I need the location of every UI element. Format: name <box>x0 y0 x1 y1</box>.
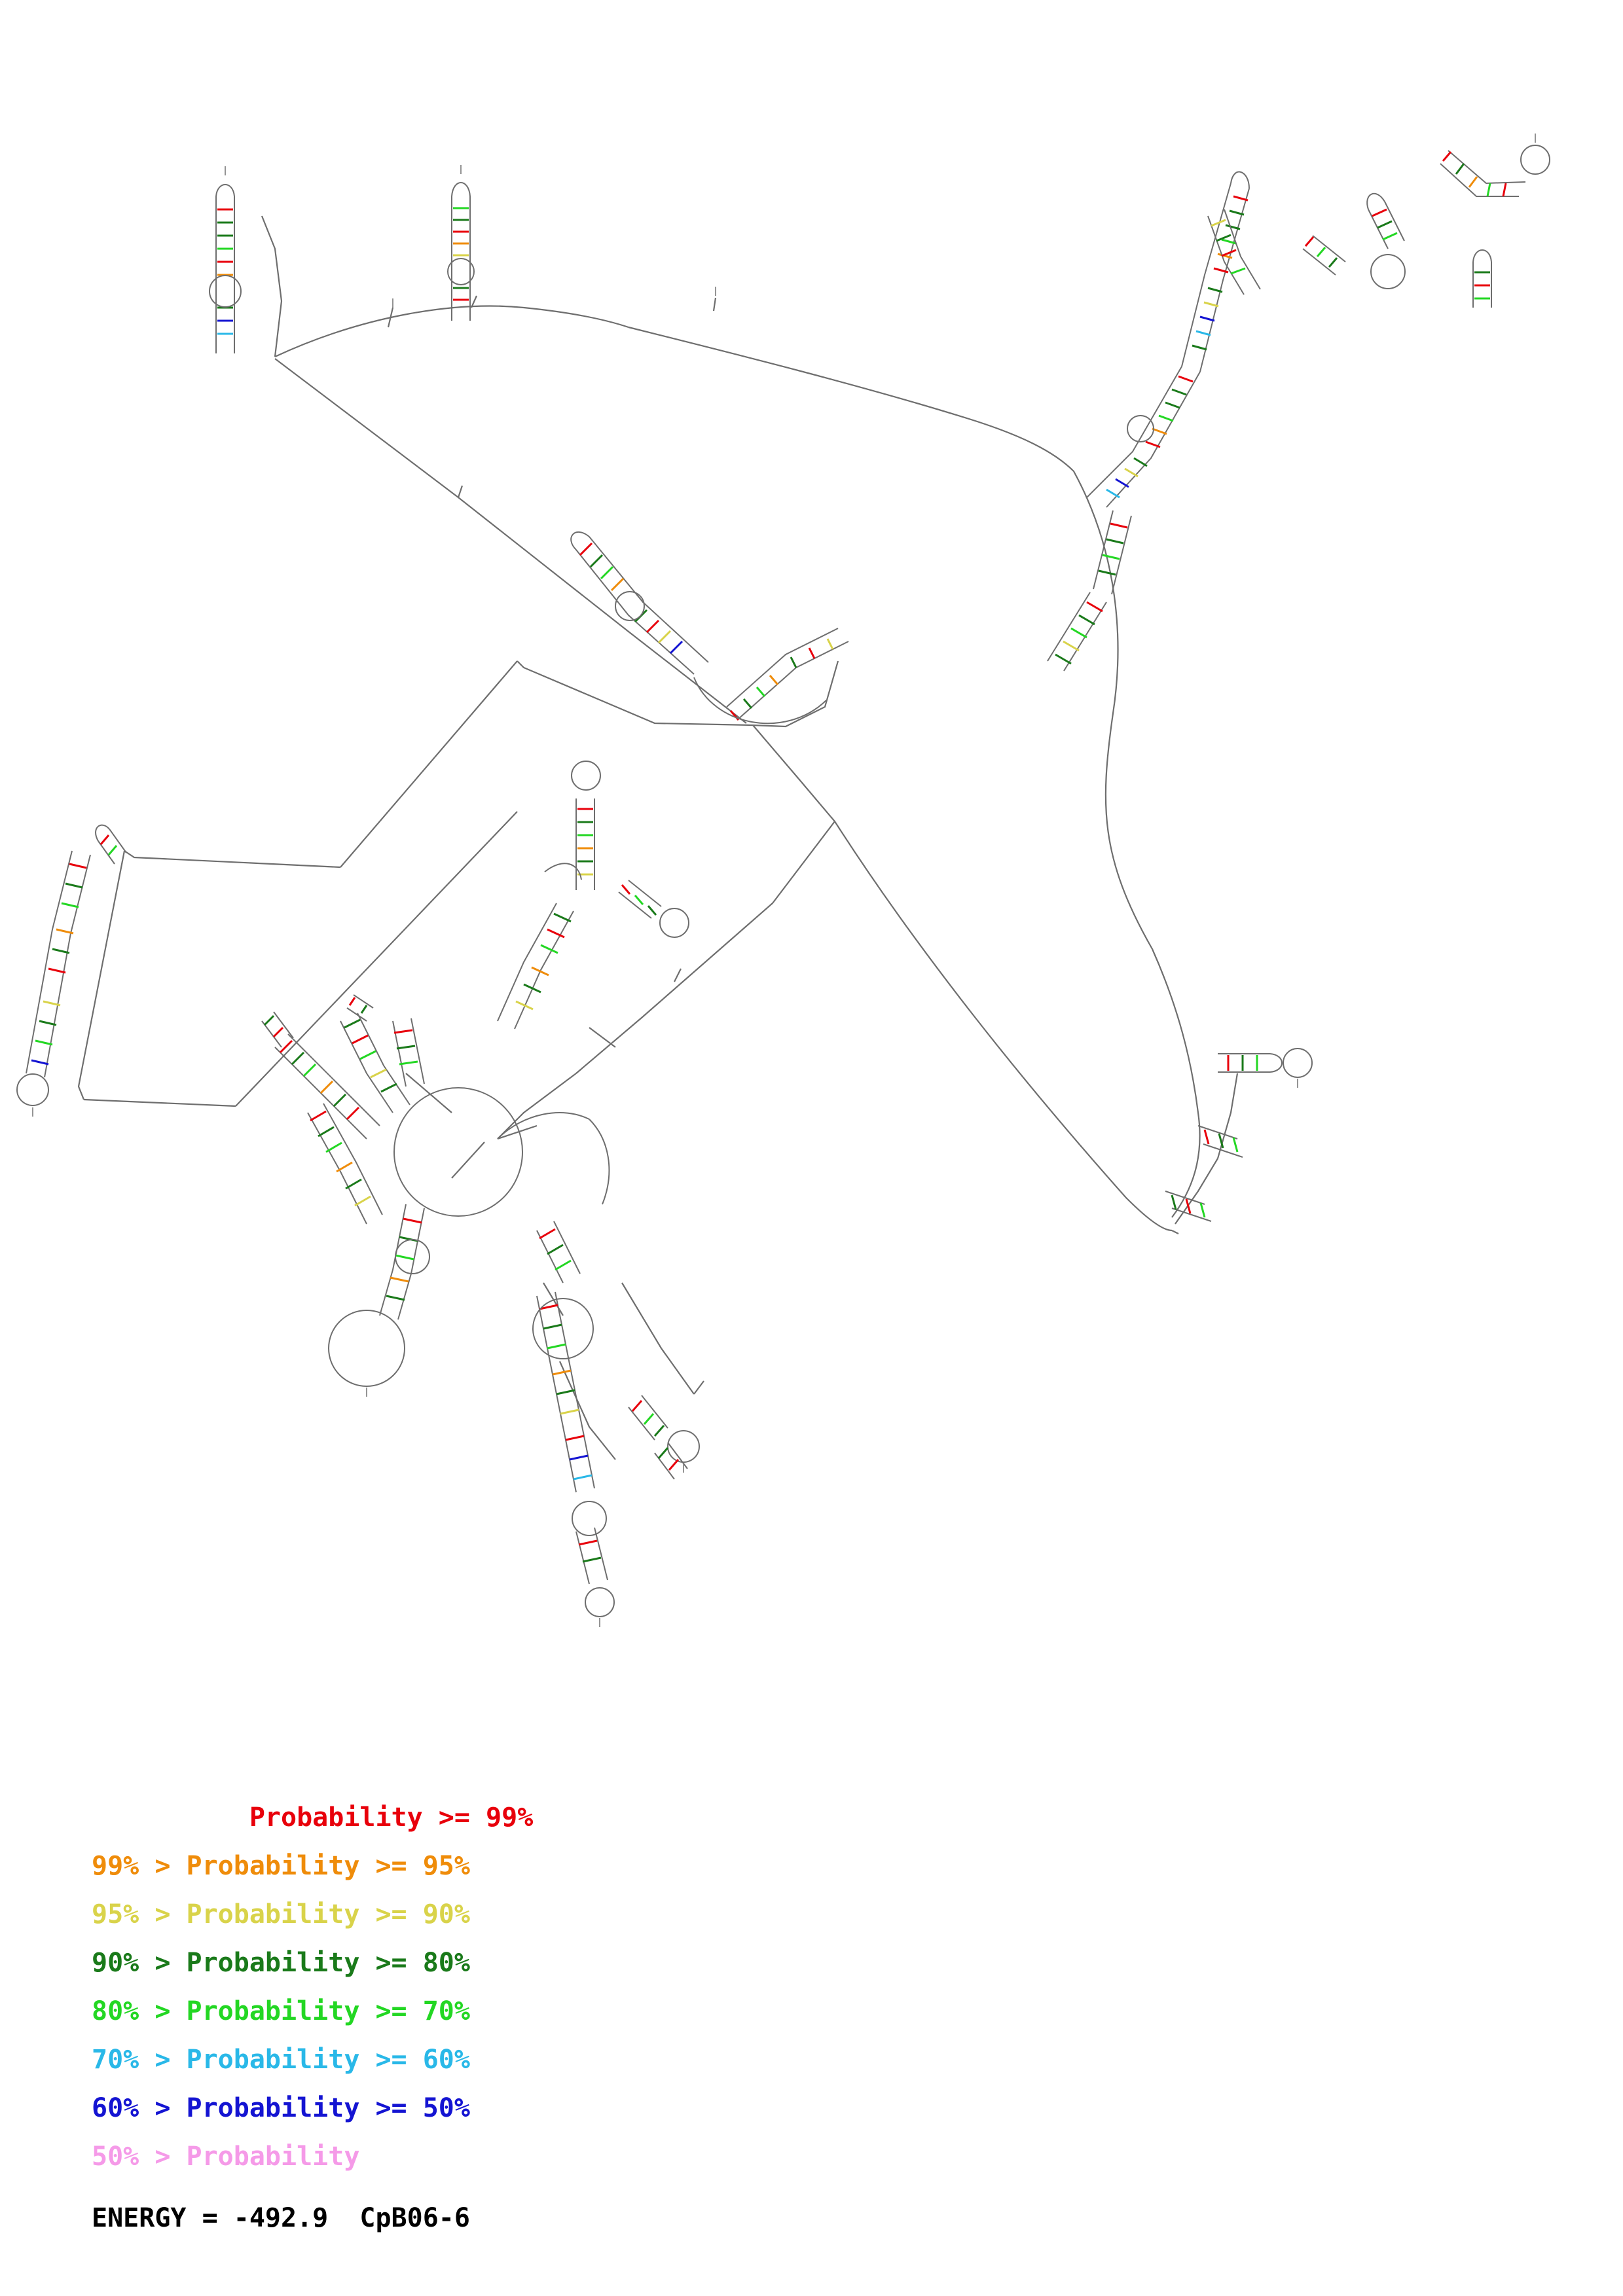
hairpin-stem <box>537 1221 580 1283</box>
legend-row-60: 70% > Probability >= 60% <box>92 2045 470 2075</box>
backbone-connectors <box>79 216 1237 1460</box>
legend-row-90: 95% > Probability >= 90% <box>92 1899 470 1929</box>
legend-row-50: 60% > Probability >= 50% <box>92 2093 470 2123</box>
probability-legend <box>92 1793 877 2233</box>
hairpin-stem <box>210 185 241 353</box>
hairpin-stem <box>1303 236 1405 289</box>
multiloop-circle <box>394 1088 522 1216</box>
hairpin-stem <box>448 183 474 321</box>
hairpin-stem <box>275 1034 380 1139</box>
hairpin-stem <box>1218 1049 1312 1077</box>
hairpin-stem <box>308 1103 382 1224</box>
hairpin-stem <box>262 1012 293 1047</box>
hairpin-stem <box>1182 172 1249 372</box>
hairpin-stem <box>533 1292 606 1535</box>
hairpin-stem <box>655 1443 687 1479</box>
multiloop-arc <box>498 1113 609 1204</box>
hairpin-stem <box>572 761 600 890</box>
hairpin-stem <box>329 1204 424 1386</box>
hairpin-stem <box>1198 1126 1243 1157</box>
legend-row-80: 90% > Probability >= 80% <box>92 1948 470 1978</box>
energy-and-sample-label: ENERGY = -492.9 CpB06-6 <box>92 2203 470 2233</box>
hairpin-stem <box>1367 194 1404 249</box>
hairpin-stem <box>1473 250 1491 308</box>
hairpin-stem <box>576 1528 614 1617</box>
legend-row-70: 80% > Probability >= 70% <box>92 1996 470 2026</box>
hairpin-stem <box>727 628 848 720</box>
hairpin-stem <box>347 995 373 1021</box>
legend-row-below-50: 50% > Probability <box>92 2142 360 2172</box>
hairpin-stem <box>1440 145 1550 196</box>
hairpin-stem <box>17 851 90 1105</box>
nucleotide-ticks <box>33 134 1535 1627</box>
hairpin-stem <box>1208 209 1260 295</box>
hairpin-stem <box>498 863 581 1029</box>
legend-row-99: Probability >= 99% <box>92 1803 534 1833</box>
hairpin-stem <box>1048 592 1106 671</box>
hairpin-stem <box>619 880 689 937</box>
hairpin-stem <box>1087 367 1200 507</box>
legend-row-95: 99% > Probability >= 95% <box>92 1851 470 1881</box>
hairpin-stem <box>96 825 126 864</box>
